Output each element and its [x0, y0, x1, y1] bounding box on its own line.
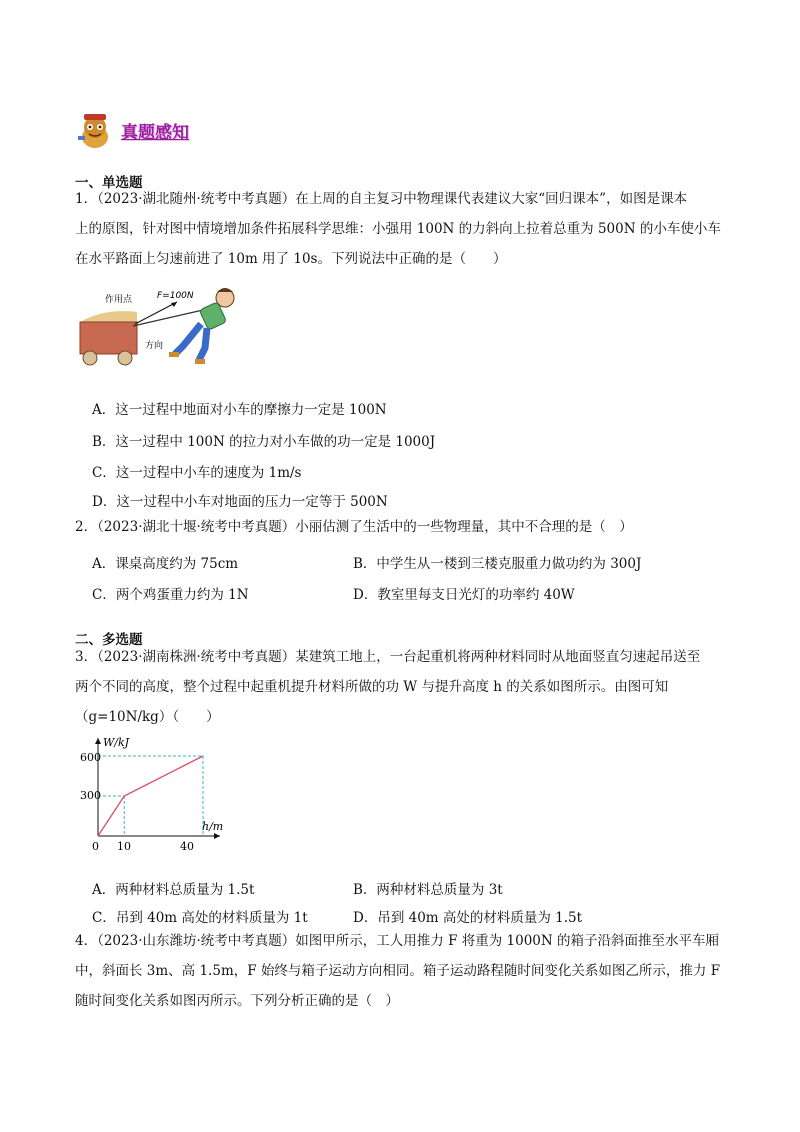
- option-a: A．两种材料总质量为 1.5t: [92, 882, 255, 898]
- question-4-line: 4．（2023·山东潍坊·统考中考真题）如图甲所示，工人用推力 F 将重为 1000N 的箱子沿斜面推至水平车厢: [75, 933, 719, 949]
- rope: [133, 310, 203, 326]
- section-single-choice: 一、单选题: [75, 175, 143, 191]
- option-d: D．吊到 40m 高处的材料质量为 1.5t: [353, 910, 583, 926]
- x-tick-label: 40: [180, 840, 194, 853]
- option-c: C．两个鸡蛋重力约为 1N: [92, 587, 249, 603]
- y-axis-label: W/kJ: [103, 736, 130, 749]
- option-b: B．两种材料总质量为 3t: [353, 882, 503, 898]
- question-4-line: 随时间变化关系如图丙所示。下列分析正确的是（ ）: [75, 993, 399, 1009]
- origin-label: 0: [92, 840, 99, 853]
- x-axis-label: h/m: [202, 820, 224, 833]
- option-d: D．这一过程中小车对地面的压力一定等于 500N: [92, 494, 388, 510]
- page-title: 真题感知: [121, 122, 189, 143]
- mascot-icon: [75, 110, 115, 150]
- work-height-graph: [80, 730, 240, 855]
- question-1-line: 在水平路面上匀速前进了 10m 用了 10s。下列说法中正确的是（ ）: [75, 251, 507, 267]
- section-multi-choice: 二、多选题: [75, 632, 143, 648]
- cart-wheel: [83, 351, 97, 365]
- x-tick-label: 10: [117, 840, 131, 853]
- option-b: B．中学生从一楼到三楼克服重力做功约为 300J: [353, 556, 642, 572]
- option-b: B．这一过程中 100N 的拉力对小车做的功一定是 1000J: [92, 434, 436, 450]
- question-4: [75, 926, 725, 1016]
- question-4-line: 中，斜面长 3m、高 1.5m，F 始终与箱子运动方向相同。箱子运动路程随时间变化关系如图乙所示，推力 F: [75, 963, 721, 979]
- option-d: D．教室里每支日光灯的功率约 40W: [353, 587, 575, 603]
- label-force: F=100N: [157, 291, 194, 301]
- question-1-line: 上的原图，针对图中情境增加条件拓展科学思维：小强用 100N 的力斜向上拉着总重为 500N 的小车使小车: [75, 221, 721, 237]
- question-1-line: 1．（2023·湖北随州·统考中考真题）在上周的自主复习中物理课代表建议大家“回归课本”，如图是课本: [75, 191, 688, 207]
- option-c: C．吊到 40m 高处的材料质量为 1t: [92, 910, 308, 926]
- label-direction: 方向: [145, 341, 164, 351]
- cart-figure: [75, 280, 245, 370]
- label-action-point: 作用点: [105, 295, 133, 305]
- question-3-line: （g=10N/kg）（ ）: [75, 709, 220, 725]
- y-tick-label: 300: [80, 789, 101, 802]
- question-3-line: 3．（2023·湖南株洲·统考中考真题）某建筑工地上，一台起重机将两种材料同时从地面竖直匀速起吊送至: [75, 649, 701, 665]
- option-a: A．这一过程中地面对小车的摩擦力一定是 100N: [92, 402, 387, 418]
- sand-load: [80, 311, 137, 322]
- cart-wheel: [118, 351, 132, 365]
- option-c: C．这一过程中小车的速度为 1m/s: [92, 465, 302, 481]
- question-1: [75, 184, 725, 274]
- y-tick-label: 600: [80, 751, 101, 764]
- cart-body: [80, 322, 137, 354]
- option-a: A．课桌高度约为 75cm: [92, 556, 239, 572]
- section-header: [75, 108, 189, 152]
- question-3: [75, 642, 725, 732]
- question-2: 2．（2023·湖北十堰·统考中考真题）小丽估测了生活中的一些物理量，其中不合理的是（ ）: [75, 519, 633, 535]
- question-3-line: 两个不同的高度，整个过程中起重机提升材料所做的功 W 与提升高度 h 的关系如图所示。由图可知: [75, 679, 669, 695]
